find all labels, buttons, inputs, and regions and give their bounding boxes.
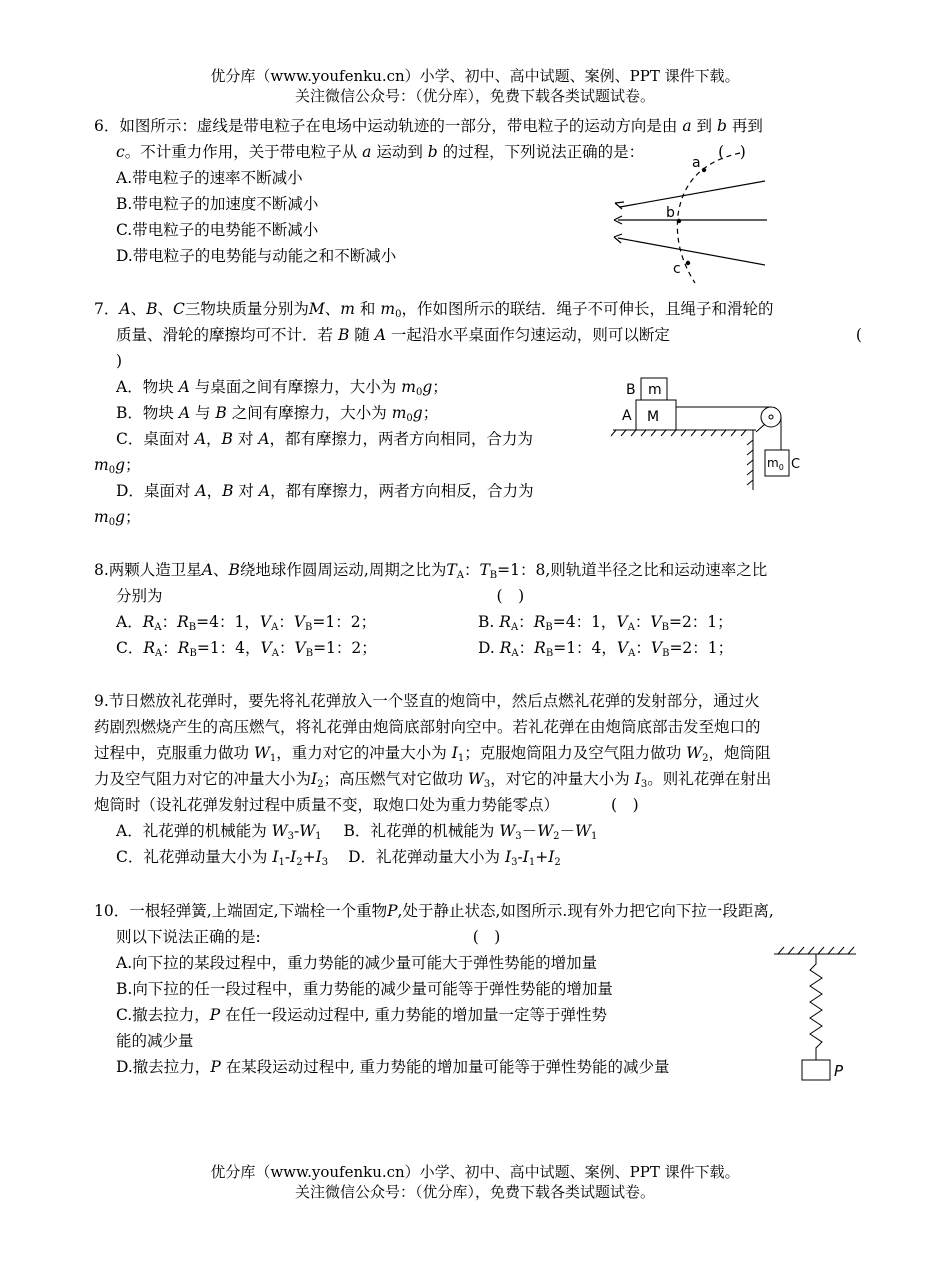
q9-W1: W (253, 744, 270, 762)
q9-opt-c-1: 1 (278, 857, 285, 868)
q7-A: A (119, 300, 131, 318)
q9-opt-a-W3: W (271, 822, 288, 840)
q10-opt-c-a: C.撤去拉力， (116, 1006, 210, 1024)
q8-opt-c-VA: A (271, 648, 279, 659)
q7-opt-a-sub: 0 (415, 387, 423, 398)
q7-opt-a-semicolon: ； (432, 378, 448, 396)
q8-opt-d-colon: ： (518, 639, 535, 657)
q8-opt-b-VB: B (661, 622, 669, 633)
q10-l1b: ,处于静止状态,如图所示.现有外力把它向下拉一段距离, (397, 902, 774, 920)
q7-opt-d-mid: 对 (238, 482, 254, 500)
q9-line5-text: 炮筒时（设礼花弹发射过程中质量不变，取炮口处为重力势能零点） (94, 796, 560, 814)
q8-number: 8. (94, 561, 109, 579)
q8-opt-d-v: =2：1； (669, 639, 734, 657)
q7-B: B (146, 300, 158, 318)
q6-option-c: C.带电粒子的电势能不断减小 (116, 221, 319, 239)
q7-opt-d-g: g (115, 508, 126, 526)
q7-opt-b-mid: 与 (194, 404, 211, 422)
q7-stem-b: 质量、滑轮的摩擦均可不计．若 (116, 326, 334, 344)
arrow-head-top (615, 202, 624, 209)
q7-opt-c-B: B (221, 430, 233, 448)
q9-line-3 (94, 740, 864, 766)
q9-opt-c-text: C．礼花弹动量大小为 (116, 848, 268, 866)
q9-l3d: ，炮筒阻 (708, 744, 771, 762)
q6-answer-paren: ( ) (718, 143, 746, 161)
q10-option-a: A.向下拉的某段过程中，重力势能的减少量可能大于弹性势能的增加量 (116, 954, 598, 972)
q10-line-2 (94, 924, 874, 950)
q8-A: A (201, 561, 214, 579)
q8-opt-b-V: V (616, 613, 628, 631)
q9-opt-b-1: 1 (590, 831, 598, 842)
q7-opt-d-A: A (195, 482, 207, 500)
q8-opt-b-r: =4：1， (552, 613, 617, 631)
q7-opt-b-pre: B．物块 (116, 404, 174, 422)
q8-answer-paren: ( ) (496, 587, 525, 605)
q6-field-figure (600, 145, 780, 285)
question-8 (94, 557, 894, 661)
q9-line-1: 9.节日燃放礼花弹时，要先将礼花弹放入一个竖直的炮筒中，然后点燃礼花弹的发射部分，通过火 (94, 692, 760, 710)
q9-opt-d-I3: I (504, 848, 512, 866)
fig-label-m0 (767, 456, 784, 472)
q9-opt-b-2: 2 (553, 831, 560, 842)
q8-opt-a-RB: B (188, 622, 197, 633)
q9-opt-b-text: B．礼花弹的机械能为 (343, 822, 495, 840)
q8-opt-a-R: R (142, 613, 155, 631)
q8-stem-c: 分别为 (116, 587, 163, 605)
q9-answer-paren: ( ) (611, 796, 639, 814)
fig-label-c: c (673, 261, 681, 277)
q8-opt-d-V2: V (650, 639, 663, 657)
q7-M: M (308, 300, 325, 318)
q10-opt-d-P: P (210, 1058, 221, 1076)
q8-opt-a-colon2: ： (278, 613, 294, 631)
q7-C: C (173, 300, 185, 318)
table-hatching (611, 430, 746, 436)
fig-m0-sub: 0 (778, 463, 784, 472)
q7-opt-c-A2: A (258, 430, 270, 448)
q8-option-b (478, 609, 733, 635)
q9-opt-a-3: 3 (287, 831, 294, 842)
pulley-axle (769, 415, 773, 419)
q6-option-d: D.带电粒子的电势能与动能之和不断减小 (116, 247, 397, 265)
q8-opt-a-r: =4：1， (196, 613, 260, 631)
q8-option-d (478, 635, 733, 661)
ceiling-hatching (778, 947, 854, 954)
q6-stem-c: 的过程，下列说法正确的是： (442, 143, 645, 161)
q8-opt-a-VA: A (271, 622, 279, 633)
q8-opt-b-colon: ： (518, 613, 534, 631)
q9-W2: W (686, 744, 703, 762)
q10-line2-text: 则以下说法正确的是: (116, 928, 261, 946)
q7-opt-d-pre: D．桌面对 (116, 482, 191, 500)
q7-opt-a-pre: A．物块 (116, 378, 174, 396)
q8-opt-c-RB: B (189, 648, 197, 659)
q7-opt-a-A: A (178, 378, 190, 396)
q7-opt-d-A2: A (258, 482, 271, 500)
fig-label-b: b (666, 205, 675, 221)
q7-opt-c-g: g (115, 456, 126, 474)
q9-opt-c-minus: - (284, 848, 291, 866)
q8-ratio-val: =1：8,则轨道半径之比和运动速率之比 (497, 561, 768, 579)
q6-move: 运动到 (376, 143, 423, 161)
point-a (702, 168, 706, 172)
question-9 (94, 688, 864, 870)
q8-opt-a-label: A． (116, 613, 143, 631)
q8-stem-line-2 (94, 583, 894, 609)
q9-l4a: 力及空气阻力对它的冲量大小为 (94, 770, 312, 788)
q6-option-b: B.带电粒子的加速度不断减小 (116, 195, 319, 213)
q9-I1: I (451, 744, 458, 762)
q7-opt-b-m: m (391, 404, 407, 422)
q8-opt-d-VB: B (662, 648, 670, 659)
q8-opt-a-V: V (259, 613, 272, 631)
q9-line-2: 药剧烈燃烧产生的高压燃气，将礼花弹由炮筒底部射向空中。若礼花弹在由炮筒底部击发至炮口的 (94, 718, 761, 736)
q9-option-c (116, 848, 328, 866)
q9-opt-b-W2: W (537, 822, 554, 840)
q9-opt-a-1: 1 (315, 831, 322, 842)
q8-opt-c-colon2: ： (278, 639, 295, 657)
q6-number: 6． (94, 117, 120, 135)
q8-opt-c-v: =1：2； (313, 639, 377, 657)
q7-number: 7． (94, 300, 120, 318)
q7-and: 和 (359, 300, 376, 318)
q9-l4d: 。则礼花弹在射出 (647, 770, 772, 788)
q10-line-1 (94, 898, 874, 924)
q9-line-5 (94, 792, 864, 818)
q8-opt-c-V: V (260, 639, 272, 657)
q7-opt-b-B: B (215, 404, 227, 422)
q7-paren-open: ( (855, 326, 862, 344)
q9-I1-sub: 1 (457, 753, 465, 764)
q6-stem-line-1 (94, 113, 864, 139)
q9-opt-b-minus: － (521, 822, 538, 840)
spring (810, 954, 822, 1060)
q9-options-row-2 (94, 844, 864, 870)
q9-W1-sub: 1 (269, 753, 277, 764)
q8-opt-d-R: R (499, 639, 512, 657)
q8-opt-d-r: =1：4， (553, 639, 617, 657)
q8-opt-c-label: C． (116, 639, 144, 657)
q10-option-c (94, 1002, 874, 1028)
q7-opt-c-sub: 0 (108, 465, 116, 476)
q7-opt-d-m: m (94, 508, 109, 526)
q9-option-d (348, 848, 561, 866)
q9-opt-b-W3: W (499, 822, 516, 840)
edge-hatching (747, 440, 753, 485)
q8-opt-b-RB: B (545, 622, 553, 633)
q9-opt-d-I2: I (548, 848, 555, 866)
q8-opt-b-colon2: ： (634, 613, 651, 631)
q7-opt-a-m: m (401, 378, 416, 396)
q8-stem-line-1 (94, 557, 894, 583)
q7-opt-c-comma: ， (206, 430, 222, 448)
q8-opt-a-V2: V (293, 613, 306, 631)
q7-opt-b-A: A (178, 404, 191, 422)
q6-stem-b: 。不计重力作用，关于带电粒子从 (124, 143, 358, 161)
q9-opt-d-text: D．礼花弹动量大小为 (348, 848, 500, 866)
q6-option-a: A.带电粒子的速率不断减小 (116, 169, 303, 187)
q7-opt-b-mid2: 之间有摩擦力，大小为 (231, 404, 387, 422)
q8-opt-a-colon: ： (161, 613, 178, 631)
q7-opt-b-semicolon: ； (422, 404, 439, 422)
q7-opt-b-sub: 0 (406, 413, 413, 424)
q8-opt-d-RB: B (545, 648, 554, 659)
q7-m: m (340, 300, 355, 318)
q8-opt-d-VA: A (628, 648, 636, 659)
pulley (761, 407, 781, 427)
q10-P: P (387, 902, 398, 920)
q8-opt-d-R2: R (534, 639, 546, 657)
q9-l4c: ，对它的冲量大小为 (490, 770, 630, 788)
q8-opt-c-R: R (143, 639, 156, 657)
q10-l1a: 10．一根轻弹簧,上端固定,下端栓一个重物 (94, 902, 388, 920)
q9-opt-d-minus: - (517, 848, 523, 866)
q8-B: B (228, 561, 240, 579)
q8-opt-d-label: D. (478, 639, 495, 657)
q6-stem-a: 如图所示：虚线是带电粒子在电场中运动轨迹的一部分，带电粒子的运动方向是由 (119, 117, 678, 135)
q9-opt-c-I3: I (315, 848, 322, 866)
q7-opt-a-mid: 与桌面之间有摩擦力，大小为 (194, 378, 397, 396)
q8-opt-c-R2: R (177, 639, 190, 657)
q7-sub0: 0 (395, 309, 402, 320)
footer-line-2: 关注微信公众号：（优分库），免费下载各类试题试卷。 (294, 1183, 655, 1201)
q6-b: b (716, 117, 727, 135)
footer-line-1: 优分库（www.youfenku.cn）小学、初中、高中试题、案例、PPT 课件下载。 (210, 1163, 740, 1181)
q8-opt-d-colon2: ： (635, 639, 651, 657)
q8-opt-c-V2: V (294, 639, 306, 657)
q7-with: 随 (354, 326, 370, 344)
q9-opt-b-minus2: － (559, 822, 576, 840)
q7-opt-d-comma: ， (206, 482, 223, 500)
header-line-1: 优分库（www.youfenku.cn）小学、初中、高中试题、案例、PPT 课件下载。 (210, 67, 740, 85)
q7-opt-a-g: g (422, 378, 433, 396)
q9-I2: I (311, 770, 318, 788)
fig-label-P: P (834, 1062, 844, 1080)
q10-opt-d-b: 在某段运动过程中, 重力势能的增加量可能等于弹性势能的减少量 (225, 1058, 670, 1076)
q8-opt-a-VB: B (305, 622, 313, 633)
q9-I3-sub: 3 (640, 779, 648, 790)
q7-stem-line-1: 7．A、B、C三物块质量分别为M、m 和 $m_0$，作如图所示的联结．绳子不可伸长，且绳子和滑轮的 (94, 300, 774, 320)
q7-opt-d-semicolon: ； (125, 508, 141, 526)
q9-opt-c-3: 3 (321, 857, 329, 868)
q8-TB-sub: B (489, 570, 498, 581)
fig-label-m: m (648, 382, 662, 398)
q7-stem-a: ，作如图所示的联结．绳子不可伸长，且绳子和滑轮的 (401, 300, 774, 318)
q10-spring-figure (768, 940, 868, 1085)
q8-opt-b-label: B. (478, 613, 495, 631)
q9-l3b: ，重力对它的冲量大小为 (276, 744, 447, 762)
q9-option-a (116, 822, 322, 840)
point-b (677, 219, 681, 223)
q7-opt-c-pre: C．桌面对 (116, 430, 190, 448)
fig-label-B: B (626, 382, 636, 398)
q8-TA: T (446, 561, 457, 579)
q9-l3a: 过程中，克服重力做功 (94, 744, 250, 762)
q6-again: 再到 (731, 117, 763, 135)
q9-I2-sub: 2 (317, 779, 324, 790)
q7-opt-d-B: B (222, 482, 234, 500)
q8-opt-b-V2: V (650, 613, 662, 631)
q8-sep: 、 (213, 561, 229, 579)
q6-b-2: b (427, 143, 438, 161)
q8-TA-sub: A (456, 570, 464, 581)
q8-opt-b-v: =2：1； (668, 613, 733, 631)
header-line-2: 关注微信公众号：（优分库），免费下载各类试题试卷。 (294, 87, 655, 105)
weight-P (802, 1060, 830, 1080)
q9-opt-d-plus: + (535, 848, 549, 866)
q7-option-d-cont (94, 504, 864, 530)
q10-opt-d-a: D.撤去拉力， (116, 1058, 211, 1076)
q7-opt-d-post: ，都有摩擦力，两者方向相反，合力为 (270, 482, 534, 500)
q10-option-b: B.向下拉的任一段过程中，重力势能的减少量可能等于弹性势能的增加量 (116, 980, 613, 998)
q8-opt-b-R2: R (533, 613, 546, 631)
question-10 (94, 898, 874, 1080)
q9-l3c: ；克服炮筒阻力及空气阻力做功 (464, 744, 682, 762)
q9-option-b (344, 822, 598, 840)
q8-opt-c-VB: B (305, 648, 314, 659)
q9-opt-d-2: 2 (554, 857, 561, 868)
q10-answer-paren: ( ) (472, 928, 501, 946)
q8-opt-a-RA: A (154, 622, 162, 633)
q7-opt-c-semicolon: ； (125, 456, 141, 474)
q6-a-2: a (362, 143, 372, 161)
q8-opt-c-r: =1：4， (196, 639, 261, 657)
q7-m0: m (380, 300, 396, 318)
q9-opt-b-W1: W (575, 822, 591, 840)
q8-stem-a: 两颗人造卫星 (108, 561, 202, 579)
q9-opt-d-3: 3 (511, 857, 518, 868)
q6-a: a (682, 117, 692, 135)
q9-W2-sub: 2 (702, 753, 709, 764)
q8-opt-b-RA: A (510, 622, 519, 633)
q8-opt-c-colon: ： (162, 639, 178, 657)
q9-opt-d-1: 1 (528, 857, 536, 868)
q8-opt-d-V: V (616, 639, 629, 657)
field-line-top (620, 181, 765, 207)
q8-opt-a-R2: R (177, 613, 189, 631)
q8-option-c (116, 635, 478, 661)
fig-label-A: A (622, 408, 632, 424)
fig-label-a: a (692, 155, 701, 171)
q7-pulley-figure (608, 372, 818, 494)
fig-m0-letter: m (767, 456, 779, 470)
q7-three: 三物块质量分别为 (184, 300, 309, 318)
q8-TB: T (479, 561, 490, 579)
q7-opt-d-sub: 0 (108, 517, 116, 528)
field-line-bottom (618, 238, 765, 265)
q10-option-c-cont: 能的减少量 (116, 1032, 194, 1050)
fig-label-C: C (791, 457, 801, 472)
fig-label-M: M (647, 409, 660, 425)
q9-I3: I (634, 770, 641, 788)
q10-option-d (94, 1054, 874, 1080)
q7-opt-c-mid: 对 (237, 430, 254, 448)
q7-opt-c-post: ，都有摩擦力，两者方向相同，合力为 (269, 430, 534, 448)
q9-opt-c-2: 2 (296, 857, 303, 868)
q8-ratio-colon: ： (463, 561, 480, 579)
q10-opt-c-P: P (209, 1006, 221, 1024)
q9-l4b: ；高压燃气对它做功 (323, 770, 464, 788)
q7-paren-close: ) (116, 352, 123, 370)
q7-opt-c-A: A (194, 430, 207, 448)
q8-opt-b-VA: A (627, 622, 635, 633)
q7-B-2: B (337, 326, 350, 344)
q8-options-row-1 (94, 609, 894, 635)
q9-opt-c-I2: I (290, 848, 297, 866)
q8-option-a (116, 609, 478, 635)
q9-opt-a-W1: W (299, 822, 316, 840)
q9-opt-c-plus: + (302, 848, 316, 866)
q6-to: 到 (696, 117, 713, 135)
q10-opt-c-b: 在任一段运动过程中, 重力势能的增加量一定等于弹性势 (225, 1006, 607, 1024)
q9-opt-a-text: A．礼花弹的机械能为 (116, 822, 267, 840)
page-header (0, 66, 950, 106)
q8-options-row-2 (94, 635, 894, 661)
q9-W3-sub: 3 (483, 779, 491, 790)
q8-opt-a-v: =1：2； (312, 613, 377, 631)
q7-opt-b-g: g (412, 404, 423, 422)
q8-opt-c-RA: A (155, 648, 163, 659)
q9-options-row-1 (94, 818, 864, 844)
q7-A-2: A (374, 326, 386, 344)
q9-opt-d-I1: I (522, 848, 529, 866)
q9-W3: W (467, 770, 484, 788)
q8-opt-d-RA: A (511, 648, 519, 659)
q9-opt-a-minus: - (293, 822, 300, 840)
q9-opt-b-3: 3 (515, 831, 522, 842)
point-c (686, 261, 690, 265)
q8-opt-b-R: R (499, 613, 511, 631)
page-footer (0, 1162, 950, 1202)
q7-stem-line-2 (94, 322, 864, 348)
q9-opt-c-I1: I (272, 848, 279, 866)
q7-opt-c-m: m (94, 456, 109, 474)
q8-stem-b: 绕地球作圆周运动,周期之比为 (239, 561, 447, 579)
pulley-bracket (756, 424, 765, 432)
q9-line-4 (94, 766, 864, 792)
q7-stem-c: 一起沿水平桌面作匀速运动，则可以断定 (390, 326, 670, 344)
q6-c: c (116, 143, 125, 161)
